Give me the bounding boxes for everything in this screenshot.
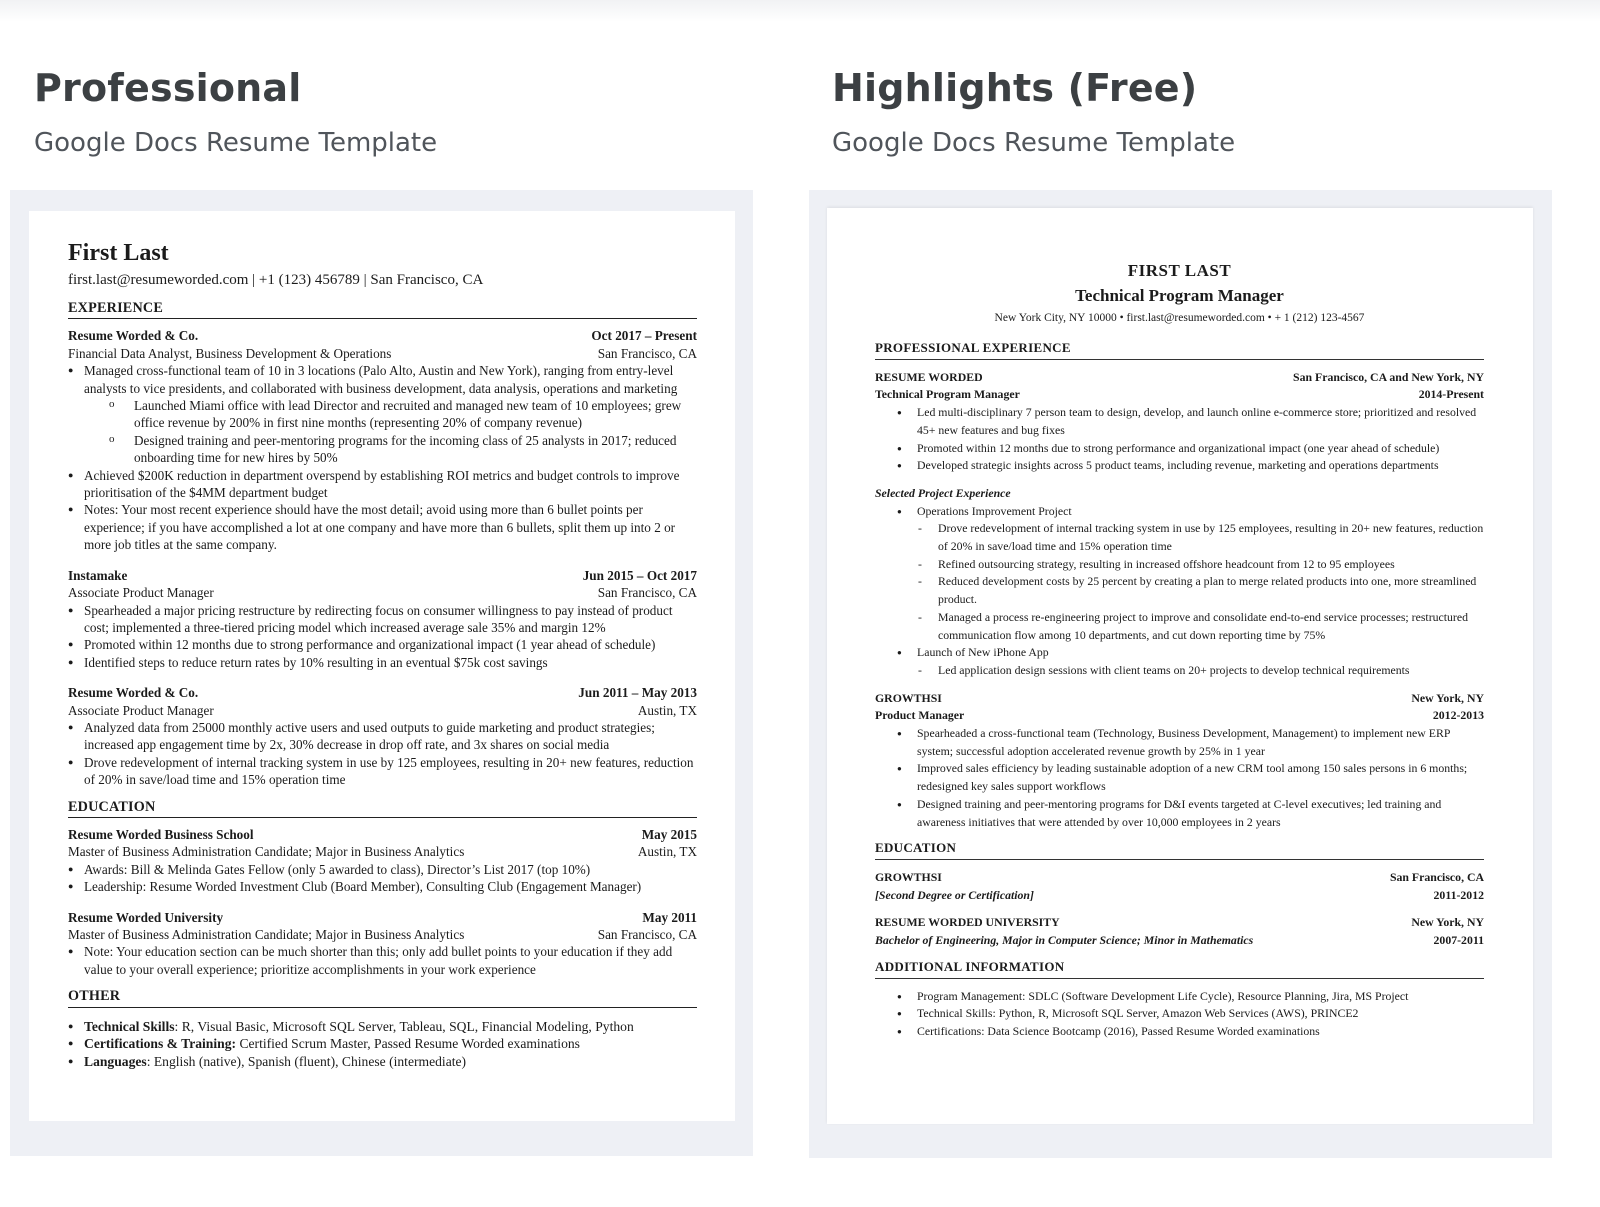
resume-contact-line: New York City, NY 10000 • first.last@resumeworded.com • + 1 (212) 123-4567 [994,312,1365,324]
degree: [Second Degree or Certification] [875,887,1034,902]
school-name: Resume Worded University [68,909,224,925]
section-heading-experience: PROFESSIONAL EXPERIENCE [875,339,1484,360]
job-location: New York, NY [1411,690,1484,705]
additional-item: ● Certifications: Data Science Bootcamp (2016), Passed Resume Worded examinations [875,1023,1484,1041]
school-name: RESUME WORDED UNIVERSITY [875,915,1060,930]
bullet-item: ● Identified steps to reduce return rates by 10% resulting in an eventual $75k cost savings [68,654,697,671]
job-dates: 2012-2013 [1432,708,1484,723]
bullet-item: ● Awards: Bill & Melinda Gates Fellow (only 5 awarded to class), Director’s List 2017 (top 10%) [68,861,697,878]
school-name: Resume Worded Business School [68,826,254,842]
bullet-item: ● Drove redevelopment of internal tracking system in use by 125 employees, resulting in 20+ new features, reduction of 20% in save/load time and 15% operation time [68,754,697,789]
degree: Master of Business Administration Candidate; Major in Business Analytics [68,844,465,860]
bullet-item: ● Note: Your education section can be much shorter than this; only add bullet points to your education if they add value to your overall experience; prioritize accomplishments in your work experience [68,943,697,978]
section-heading-additional: ADDITIONAL INFORMATION [875,958,1484,979]
bullet-item: ● Leadership: Resume Worded Investment Club (Board Member), Consulting Club (Engagement Manager) [68,878,697,895]
sub-bullet-item: o Designed training and peer-mentoring programs for the incoming class of 25 analysts in 2017; reduced onboarding time for new hires by 50% [68,432,697,467]
education-location: Austin, TX [637,844,697,860]
job-role: Associate Product Manager [68,585,214,601]
section-heading-experience: EXPERIENCE [68,300,697,319]
card-title-professional[interactable]: Professional [34,66,302,110]
education-date: May 2015 [641,826,697,842]
experience-entry [875,690,1484,832]
resume-name: First Last [68,240,169,266]
resume-document [875,260,1484,1041]
degree: Bachelor of Engineering, Major in Computer Science; Minor in Mathematics [875,933,1254,948]
education-entry [875,914,1484,949]
skill-separator: : [146,1053,151,1069]
project-heading: Selected Project Experience [875,485,1011,500]
bullet-item: ● Developed strategic insights across 5 product teams, including revenue, marketing and operations departments [875,457,1484,475]
project-detail-item: - Drove redevelopment of internal tracking system in use by 125 employees, resulting in 20+ new features, reduction of 20% in save/load time and 15% operation time [875,520,1484,555]
bullet-item: ● Achieved $200K reduction in department overspend by establishing ROI metrics and budget controls to improve prioritisation of the $4MM department budget [68,467,697,502]
education-dates: 2007-2011 [1433,933,1484,948]
job-location: San Francisco, CA [597,345,697,361]
project-detail-item: - Led application design sessions with client teams on 20+ projects to develop technical requirements [875,662,1484,680]
skill-separator: : [174,1018,179,1034]
job-location: Austin, TX [637,702,697,718]
job-role: Associate Product Manager [68,702,214,718]
project-item: ● Launch of New iPhone App [875,644,1484,662]
company-name: GROWTHSI [875,690,942,705]
company-name: Resume Worded & Co. [68,328,199,344]
bullet-item: ● Promoted within 12 months due to strong performance and organizational impact (1 year ahead of schedule) [68,636,697,653]
job-dates: 2014-Present [1418,387,1484,402]
experience-entry [68,327,697,553]
card-subtitle-highlights: Google Docs Resume Template [832,128,1236,158]
job-location: San Francisco, CA and New York, NY [1293,369,1484,384]
school-name: GROWTHSI [875,869,942,884]
section-heading-other: OTHER [68,988,697,1007]
additional-item: ● Program Management: SDLC (Software Development Life Cycle), Resource Planning, Jira, MS Project [875,988,1484,1006]
top-shadow [0,0,1600,22]
project-detail-item: - Reduced development costs by 25 percent by creating a plan to merge related products into one, more streamlined product. [875,573,1484,608]
education-entry [875,869,1484,904]
skill-item [68,1018,697,1036]
resume-contact-line: first.last@resumeworded.com | +1 (123) 456789 | San Francisco, CA [68,272,484,288]
skill-label: Languages [84,1053,147,1069]
card-title-highlights[interactable]: Highlights (Free) [832,66,1198,110]
skill-label: Technical Skills [84,1018,175,1034]
degree: Master of Business Administration Candidate; Major in Business Analytics [68,927,465,942]
bullet-item: ● Promoted within 12 months due to strong performance and organizational impact (one year ahead of schedule) [875,440,1484,458]
company-name: Instamake [68,567,128,583]
bullet-item: ● Managed cross-functional team of 10 in 3 locations (Palo Alto, Austin and New York), ranging from entry-level analysts to vice presidents, and collaborated with business development, data analysis, operations and marketing [68,362,697,397]
resume-job-title: Technical Program Manager [1075,286,1284,305]
skill-text: English (native), Spanish (fluent), Chinese (intermediate) [150,1053,467,1069]
bullet-item: ● Spearheaded a cross-functional team (Technology, Business Development, Management) to implement new ERP system; successful adoption accelerated revenue growth by 25% in 1 year [875,725,1484,760]
skill-item [68,1053,697,1071]
resume-page-highlights[interactable] [827,208,1533,1124]
card-subtitle-professional: Google Docs Resume Template [34,128,438,158]
job-role: Technical Program Manager [875,387,1020,402]
company-name: RESUME WORDED [875,369,983,384]
job-role: Product Manager [875,708,965,723]
bullet-item: ● Improved sales efficiency by leading sustainable adoption of a new CRM tool among 150 sales persons in 6 months; redesigned key sales support workflows [875,760,1484,795]
experience-entry [68,567,697,671]
education-dates: 2011-2012 [1433,887,1484,902]
bullet-item: ● Notes: Your most recent experience should have the most detail; avoid using more than 6 bullet points per experience; if you have accomplished a lot at one company and have more than 6 bullets, split them up into 2 or more job titles at the same company. [68,501,697,553]
sub-bullet-item: o Launched Miami office with lead Director and recruited and managed new team of 10 employees; grew office revenue by 200% in first nine months (representing 20% of company revenue) [68,397,697,432]
education-location: New York, NY [1411,915,1484,930]
resume-page-professional[interactable] [29,211,735,1121]
company-name: Resume Worded & Co. [68,685,199,701]
additional-item: ● Technical Skills: Python, R, Microsoft SQL Server, Amazon Web Services (AWS), PRINCE2 [875,1005,1484,1023]
education-entry [68,909,697,979]
job-location: San Francisco, CA [597,585,697,601]
project-detail-item: - Managed a process re-engineering project to improve and consolidate end-to-end service processes; restructured communication flow among 10 departments, and cut down reporting time by 75% [875,609,1484,644]
experience-entry [68,684,697,788]
project-item: ● Operations Improvement Project [875,503,1484,521]
bullet-item: ● Led multi-disciplinary 7 person team to design, develop, and launch online e-commerce store; prioritized and resolved 45+ new features and bug fixes [875,404,1484,439]
skill-text: R, Visual Basic, Microsoft SQL Server, Tableau, SQL, Financial Modeling, Python [178,1018,634,1034]
bullet-item: ● Designed training and peer-mentoring programs for D&I events targeted at C-level executives; led training and awareness initiatives that were attended by over 10,000 employees in 2 years [875,796,1484,831]
section-heading-education: EDUCATION [68,799,697,818]
skill-label: Certifications & Training: [84,1036,237,1052]
education-location: San Francisco, CA [1389,869,1484,884]
skill-text: Certified Scrum Master, Passed Resume Worded examinations [236,1036,580,1052]
bullet-item: ● Spearheaded a major pricing restructure by redirecting focus on consumer willingness to pay instead of product cost; implemented a three-tiered pricing model which increased average sale 35% and margin 12% [68,602,697,637]
skill-item [68,1035,697,1053]
project-detail-item: - Refined outsourcing strategy, resulting in increased offshore headcount from 12 to 95 employees [875,556,1484,574]
experience-entry [875,369,1484,680]
resume-name: FIRST LAST [1127,261,1232,280]
job-dates: Oct 2017 – Present [591,328,697,344]
job-dates: Jun 2015 – Oct 2017 [582,567,697,583]
education-date: May 2011 [642,909,697,925]
education-entry [68,826,697,896]
job-dates: Jun 2011 – May 2013 [578,685,697,701]
resume-document [68,239,697,1070]
job-role: Financial Data Analyst, Business Development & Operations [68,345,392,361]
section-heading-education: EDUCATION [875,839,1484,860]
education-location: San Francisco, CA [597,927,697,942]
bullet-item: ● Analyzed data from 25000 monthly active users and used outputs to guide marketing and product strategies; increased app engagement time by 2x, 30% decrease in drop off rate, and 3x shares on social media [68,719,697,754]
